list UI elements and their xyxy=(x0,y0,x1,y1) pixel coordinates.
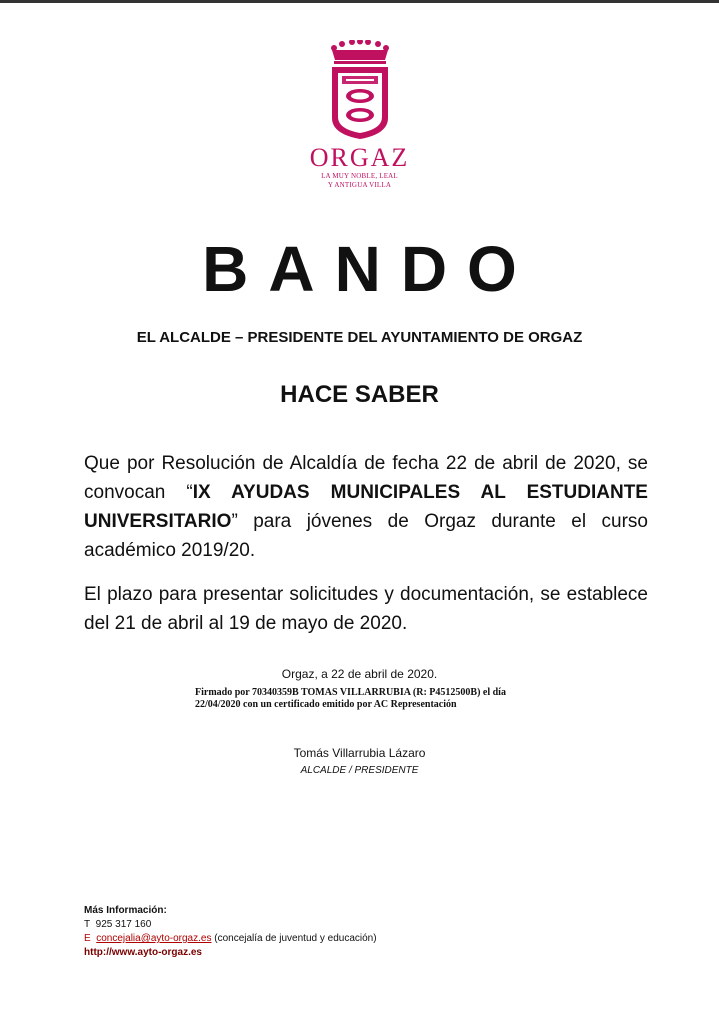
footer-phone-row xyxy=(84,918,377,932)
document-title: BANDO xyxy=(202,233,537,305)
contact-footer xyxy=(84,904,377,960)
place-date: Orgaz, a 22 de abril de 2020. xyxy=(281,667,438,681)
email-label: E xyxy=(84,933,91,944)
paragraph-resolution xyxy=(84,449,648,565)
digital-signature xyxy=(195,687,555,711)
announcement-heading: HACE SABER xyxy=(280,381,439,408)
footer-email-row xyxy=(84,932,377,946)
paragraph-resolution-end: ” para jóvenes de Orgaz durante el curso académico 2019/20. xyxy=(84,511,648,561)
email-note: (concejalía de juventud y educación) xyxy=(214,933,377,944)
signer-name: Tomás Villarrubia Lázaro xyxy=(293,746,426,760)
logo-motto-line2: Y ANTIGUA VILLA xyxy=(327,181,392,189)
paragraph-deadline: El plazo para presentar solicitudes y documentación, se establece del 21 de abril al 19 de mayo de 2020. xyxy=(84,584,648,634)
email-link[interactable]: concejalia@ayto-orgaz.es xyxy=(96,933,212,944)
footer-heading: Más Información: xyxy=(84,905,167,916)
phone-label: T xyxy=(84,919,91,930)
logo-motto-line1: LA MUY NOBLE, LEAL xyxy=(321,172,398,180)
logo-town-name: ORGAZ xyxy=(309,143,410,172)
phone-number: 925 317 160 xyxy=(95,919,152,930)
coat-of-arms-icon xyxy=(328,40,392,140)
digital-signature-line2: 22/04/2020 con un certificado emitido por AC Representación xyxy=(195,699,457,710)
top-border xyxy=(0,0,719,3)
digital-signature-line1: Firmado por 70340359B TOMAS VILLARRUBIA (R: P4512500B) el día xyxy=(195,687,506,698)
paragraph-resolution-intro: Que por Resolución de Alcaldía de fecha 22 de abril de 2020, se convocan “ xyxy=(84,453,648,503)
signer-role: ALCALDE / PRESIDENTE xyxy=(300,765,419,776)
website-link[interactable]: http://www.ayto-orgaz.es xyxy=(84,947,202,958)
paragraph-resolution-program: IX AYUDAS MUNICIPALES AL ESTUDIANTE UNIVERSITARIO xyxy=(84,482,648,532)
issuer-heading: EL ALCALDE – PRESIDENTE DEL AYUNTAMIENTO DE ORGAZ xyxy=(136,329,583,346)
town-logo xyxy=(0,40,719,190)
